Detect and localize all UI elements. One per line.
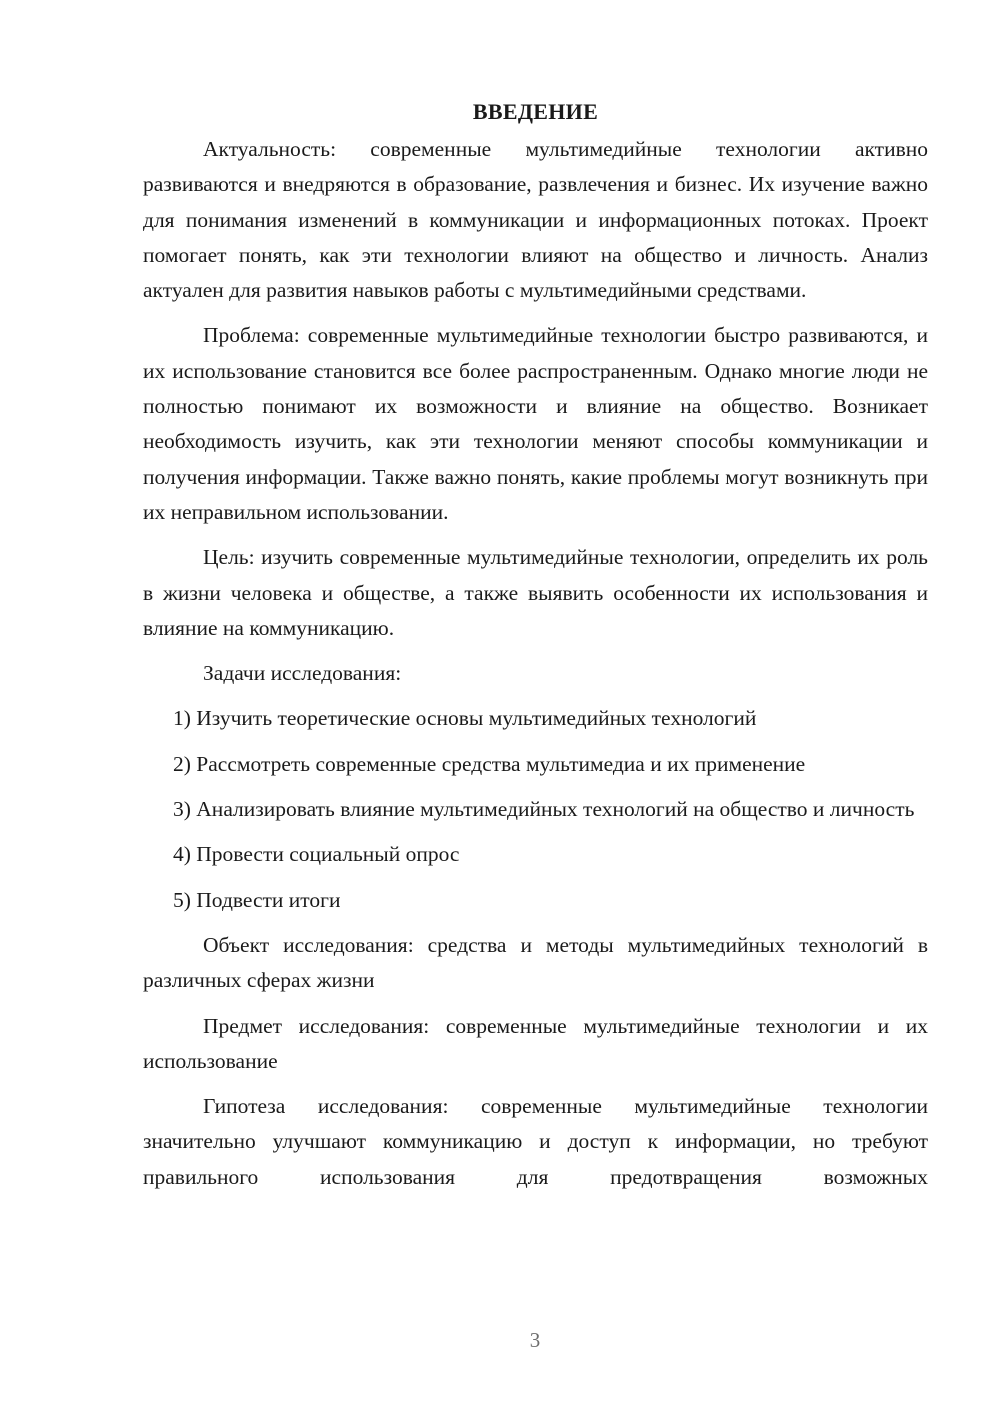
goal-paragraph: Цель: изучить современные мультимедийные технологии, определить их роль в жизни человека и обществе, а также выявить особенности их использования и влияние на коммуникацию.	[143, 545, 928, 640]
relevance-paragraph: Актуальность: современные мультимедийные технологии активно развиваются и внедряются в образование, развлечения и бизнес. Их изучение важно для понимания изменений в коммуникации и информационных потоках. Проект помогает понять, как эти технологии влияют на общество и личность. Анализ актуален для развития навыков работы с мультимедийными средствами.	[143, 137, 928, 303]
subject-paragraph: Предмет исследования: современные мультимедийные технологии и их использование	[143, 1013, 928, 1073]
page-number: 3	[529, 1328, 541, 1352]
task-item-5: 5) Подвести итоги	[173, 887, 341, 912]
tasks-heading: Задачи исследования:	[203, 661, 402, 686]
task-item-1: 1) Изучить теоретические основы мультимедийных технологий	[173, 706, 757, 731]
problem-paragraph: Проблема: современные мультимедийные технологии быстро развиваются, и их использование становится все более распространенным. Однако многие люди не полностью понимают их возможности и влияние на общество. Возникает необходимость изучить, как эти технологии меняют способы коммуникации и получения информации. Также важно понять, какие проблемы могут возникнуть при их неправильном использовании.	[143, 323, 928, 524]
document-page	[143, 94, 928, 1195]
object-paragraph: Объект исследования: средства и методы мультимедийных технологий в различных сферах жизни	[143, 932, 928, 993]
task-item-4: 4) Провести социальный опрос	[173, 842, 460, 867]
task-item-3: 3) Анализировать влияние мультимедийных технологий на общество и личность	[173, 797, 915, 822]
hypothesis-paragraph: Гипотеза исследования: современные мультимедийные технологии значительно улучшают коммуникацию и доступ к информации, но требуют правильного использования для предотвращения возможных	[143, 1094, 928, 1189]
task-item-2: 2) Рассмотреть современные средства мультимедиа и их применение	[173, 751, 806, 776]
page-title: ВВЕДЕНИЕ	[472, 99, 599, 124]
